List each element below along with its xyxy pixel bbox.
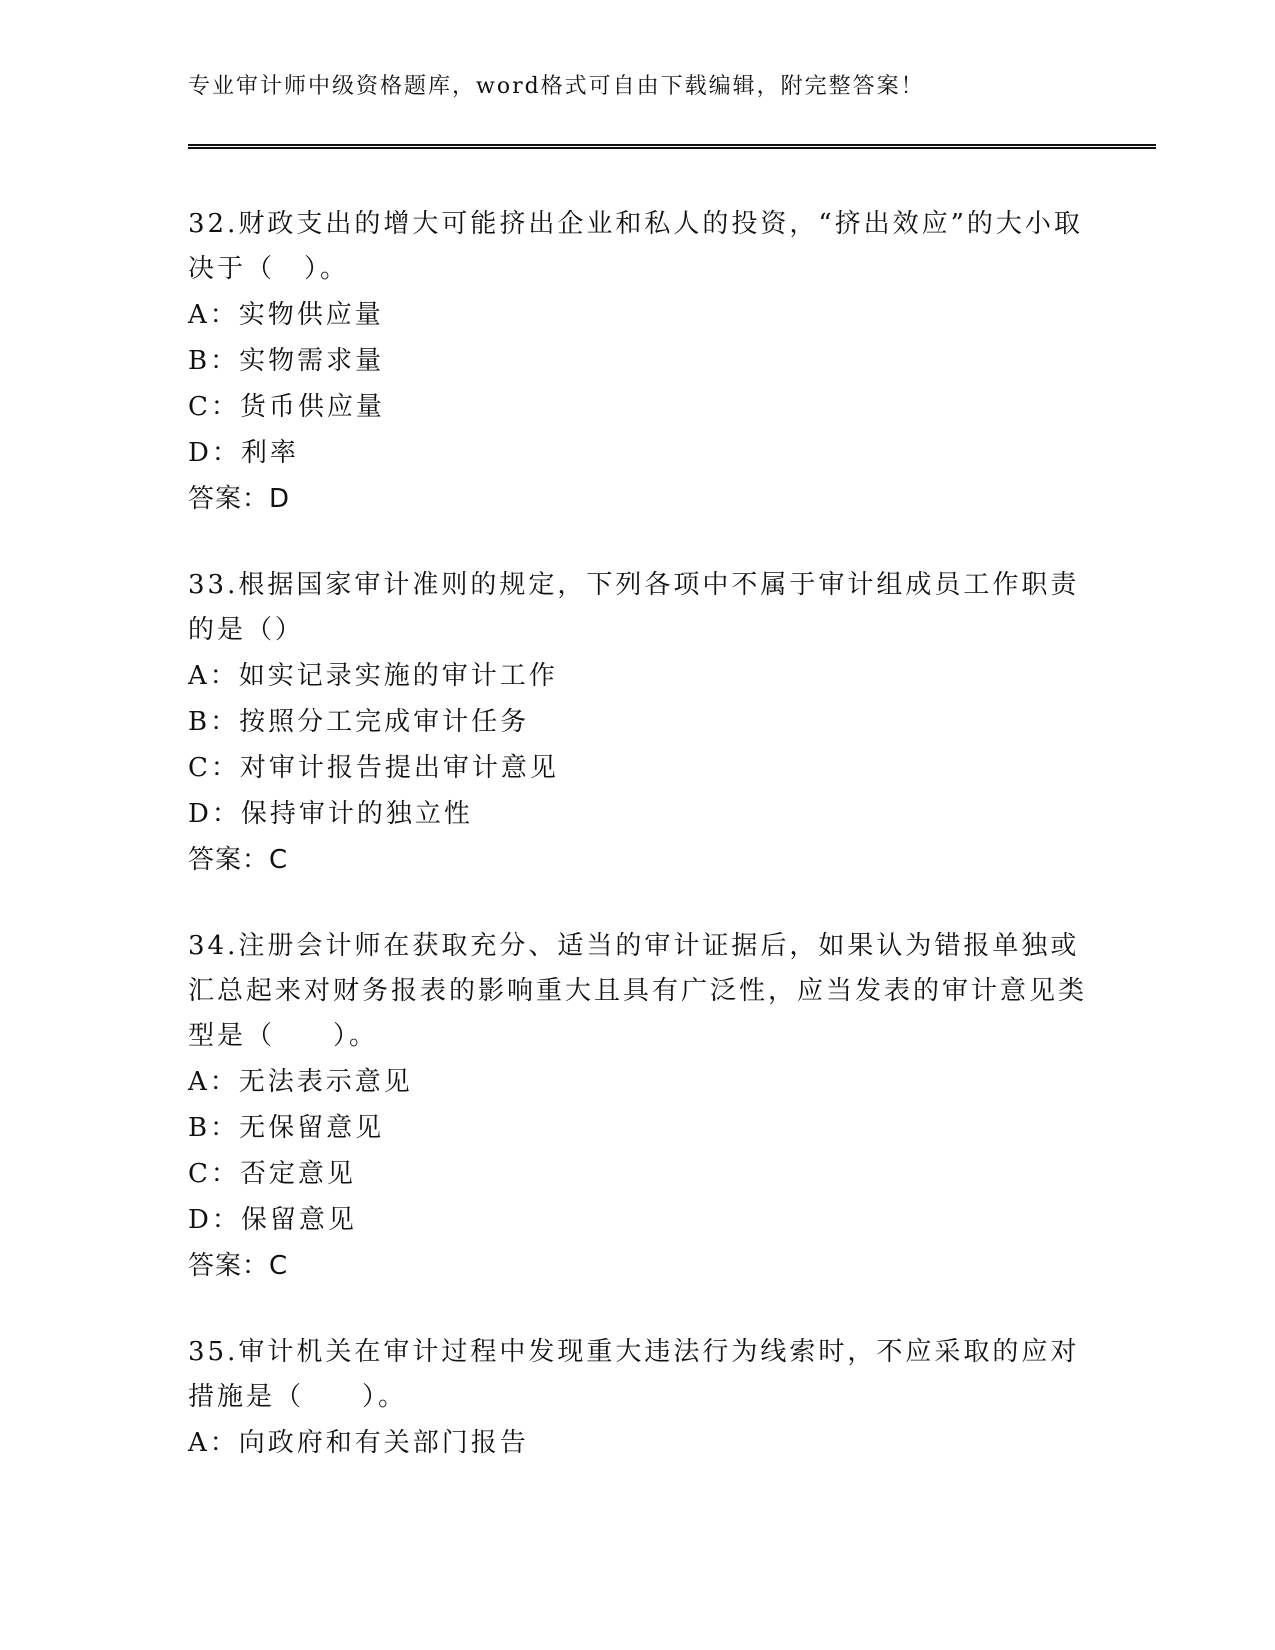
answer-label: 答案：C [188, 845, 289, 875]
header-divider [188, 144, 1156, 149]
question-list [188, 202, 1088, 1507]
option-a: A：如实记录实施的审计工作 [188, 661, 558, 691]
question-stem: 35.审计机关在审计过程中发现重大违法行为线索时，不应采取的应对措施是（ ）。 [188, 1337, 1080, 1412]
option-b: B：按照分工完成审计任务 [188, 707, 530, 737]
option-a: A：无法表示意见 [188, 1067, 413, 1097]
answer-label: 答案：D [188, 484, 291, 514]
option-b: B：实物需求量 [188, 346, 385, 376]
question-stem: 32.财政支出的增大可能挤出企业和私人的投资，“挤出效应”的大小取决于（ ）。 [188, 209, 1083, 284]
answer-label: 答案：C [188, 1251, 289, 1281]
option-c: C：货币供应量 [188, 392, 385, 422]
option-c: C：否定意见 [188, 1159, 356, 1189]
question-stem: 33.根据国家审计准则的规定，下列各项中不属于审计组成员工作职责的是（） [188, 570, 1080, 645]
option-d: D：利率 [188, 438, 299, 468]
question-34 [188, 924, 1088, 1289]
question-33 [188, 563, 1088, 883]
option-a: A：向政府和有关部门报告 [188, 1428, 529, 1458]
page-header: 专业审计师中级资格题库，word格式可自由下载编辑，附完整答案！ [188, 74, 925, 99]
option-d: D：保留意见 [188, 1205, 357, 1235]
option-b: B：无保留意见 [188, 1113, 385, 1143]
option-d: D：保持审计的独立性 [188, 799, 473, 829]
option-a: A：实物供应量 [188, 300, 384, 330]
question-32 [188, 202, 1088, 522]
question-35 [188, 1330, 1088, 1466]
option-c: C：对审计报告提出审计意见 [188, 753, 559, 783]
question-stem: 34.注册会计师在获取充分、适当的审计证据后，如果认为错报单独或汇总起来对财务报表的影响重大且具有广泛性，应当发表的审计意见类型是（ ）。 [188, 931, 1088, 1051]
